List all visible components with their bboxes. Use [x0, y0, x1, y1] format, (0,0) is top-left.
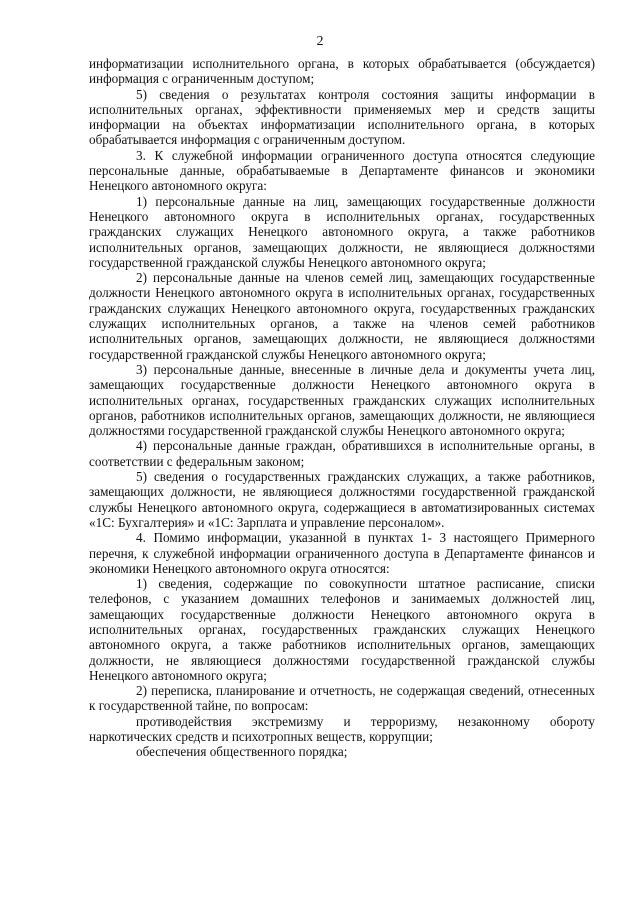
document-body [89, 56, 595, 760]
paragraph: 1) сведения, содержащие по совокупности штатное расписание, списки телефонов, с указанием домашних телефонов и занимаемых должностей лиц, замещающих государственные должности Ненецкого автономного округа в исполнительных органах, государственных гражданских служащих Ненецкого автономного округа, а также работников исполнительных органов, замещающих должности, не являющиеся должностями государственной гражданской службы Ненецкого автономного округа; [89, 576, 595, 683]
paragraph: 2) персональные данные на членов семей лиц, замещающих государственные должности Ненецкого автономного округа в исполнительных органах, государственных гражданских служащих Ненецкого автономного округа, государственных гражданских служащих исполнительных органов, а также на членов семей работников исполнительных органов, замещающих должности, не являющиеся должностями государственной гражданской службы Ненецкого автономного округа; [89, 270, 595, 362]
paragraph: 3. К служебной информации ограниченного доступа относятся следующие персональные данные, обрабатываемые в Департаменте финансов и экономики Ненецкого автономного округа: [89, 147, 595, 194]
paragraph: 2) переписка, планирование и отчетность, не содержащая сведений, отнесенных к государственной тайне, по вопросам: [89, 683, 595, 714]
paragraph: 5) сведения о результатах контроля состояния защиты информации в исполнительных органах, эффективности применяемых мер и средств защиты информации на объектах информатизации исполнительного органа, в которых обрабатывается информация с ограниченным доступом. [89, 86, 595, 148]
paragraph: обеспечения общественного порядка; [136, 744, 348, 760]
paragraph: информатизации исполнительного органа, в которых обрабатывается (обсуждается) информация с ограниченным доступом; [89, 56, 595, 87]
paragraph: противодействия экстремизму и терроризму, незаконному обороту наркотических средств и психотропных веществ, коррупции; [89, 713, 595, 745]
page-number: 2 [316, 34, 324, 49]
paragraph: 4. Помимо информации, указанной в пунктах 1- 3 настоящего Примерного перечня, к служебной информации ограниченного доступа в Департаменте финансов и экономики Ненецкого автономного округа относятся: [89, 530, 595, 576]
paragraph: 1) персональные данные на лиц, замещающих государственные должности Ненецкого автономного округа в исполнительных органах, государственных гражданских служащих Ненецкого автономного округа, а также работников исполнительных органов, замещающих должности, не являющиеся должностями государственной гражданской службы Ненецкого автономного округа; [89, 193, 595, 270]
paragraph: 5) сведения о государственных гражданских служащих, а также работников, замещающих должности, не являющиеся должностями государственной гражданской службы Ненецкого автономного округа, содержащиеся в автоматизированных системах «1С: Бухгалтерия» и «1С: Зарплата и управление персоналом». [89, 469, 595, 530]
paragraph: 4) персональные данные граждан, обратившихся в исполнительные органы, в соответствии с федеральным законом; [89, 438, 595, 469]
paragraph: 3) персональные данные, внесенные в личные дела и документы учета лиц, замещающих государственные должности Ненецкого автономного округа в исполнительных органах, государственных гражданских служащих исполнительных органов, работников исполнительных органов, замещающих должности, не являющиеся должностями государственной гражданской службы Ненецкого автономного округа; [89, 361, 595, 439]
